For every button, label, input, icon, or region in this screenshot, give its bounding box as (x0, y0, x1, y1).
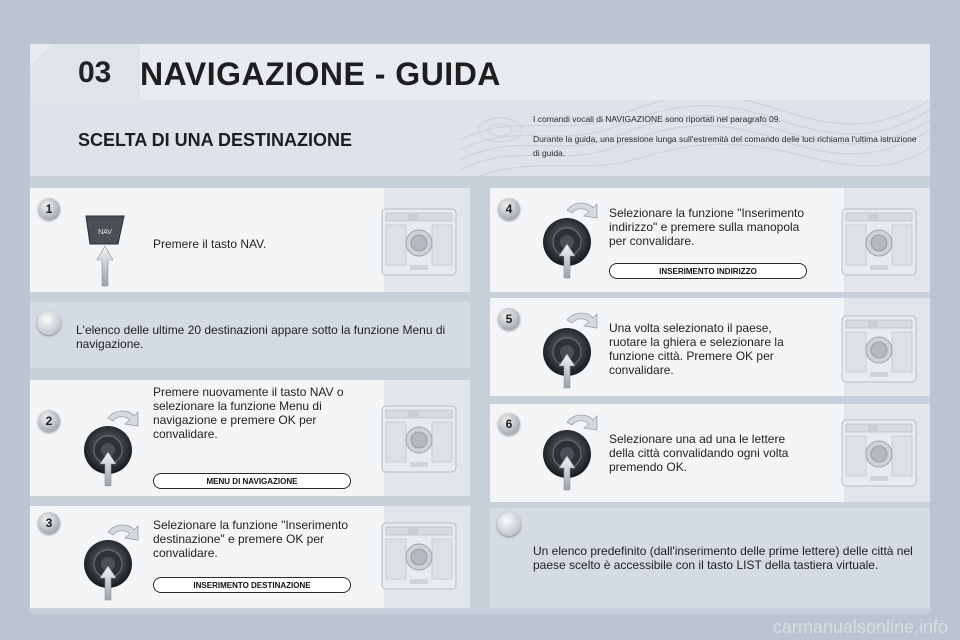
intro-text (533, 112, 923, 166)
nav-key-label: NAV (98, 229, 112, 236)
tip-note-left-text: L'elenco delle ultime 20 destinazioni appare sotto la funzione Menu di navigazione. (76, 323, 446, 351)
step-1-text: Premere il tasto NAV. (153, 237, 267, 251)
nav-key-icon (80, 210, 130, 294)
rotary-knob-icon (541, 408, 601, 492)
radio-unit-icon (840, 310, 918, 388)
intro-line-1: I comandi vocali di NAVIGAZIONE sono riportati nel paragrafo 09. (533, 114, 781, 124)
step-1-badge: 1 (38, 198, 60, 220)
step-5-badge: 5 (498, 308, 520, 330)
radio-unit-icon (380, 517, 458, 595)
rotary-knob-icon (541, 196, 601, 280)
step-3-badge: 3 (38, 512, 60, 534)
radio-unit-icon (840, 414, 918, 492)
step-4-text: Selezionare la funzione "Inserimento indirizzo" e premere sulla manopola per convalidare. (609, 206, 805, 248)
watermark: carmanualsonline.info (772, 617, 948, 637)
step-5-text: Una volta selezionato il paese, ruotare la ghiera e selezionare la funzione città. Premere OK per convalidare. (609, 321, 784, 377)
section-title: SCELTA DI UNA DESTINAZIONE (78, 130, 352, 150)
insert-address-label: INSERIMENTO INDIRIZZO (609, 263, 807, 279)
menu-navigation-label: MENU DI NAVIGAZIONE (153, 473, 351, 489)
sun-tip-icon (37, 311, 61, 335)
page-title: NAVIGAZIONE - GUIDA (140, 56, 501, 92)
step-2-badge: 2 (38, 410, 60, 432)
chapter-number: 03 (78, 56, 112, 89)
step-6-text: Selezionare una ad una le lettere della città convalidando ogni volta premendo OK. (609, 432, 789, 474)
step-6-badge: 6 (498, 413, 520, 435)
step-4-badge: 4 (498, 198, 520, 220)
insert-destination-label: INSERIMENTO DESTINAZIONE (153, 577, 351, 593)
step-2-text: Premere nuovamente il tasto NAV o selezionare la funzione Menu di navigazione e premere OK per convalidare. (153, 385, 344, 441)
sun-tip-icon (497, 512, 521, 536)
intro-line-2: Durante la guida, una pressione lunga sull'estremità del comando delle luci richiama l'ultima istruzione di guida. (533, 134, 917, 158)
rotary-knob-icon (541, 306, 601, 390)
radio-unit-icon (380, 400, 458, 478)
rotary-knob-icon (82, 518, 142, 602)
radio-unit-icon (380, 203, 458, 281)
radio-unit-icon (840, 203, 918, 281)
step-3-text: Selezionare la funzione "Inserimento destinazione" e premere OK per convalidare. (153, 518, 349, 560)
rotary-knob-icon (82, 404, 142, 488)
tip-note-right-text: Un elenco predefinito (dall'inserimento delle prime lettere) delle città nel paese scelto è accessibile con il tasto LIST della tastiera virtuale. (533, 544, 913, 572)
